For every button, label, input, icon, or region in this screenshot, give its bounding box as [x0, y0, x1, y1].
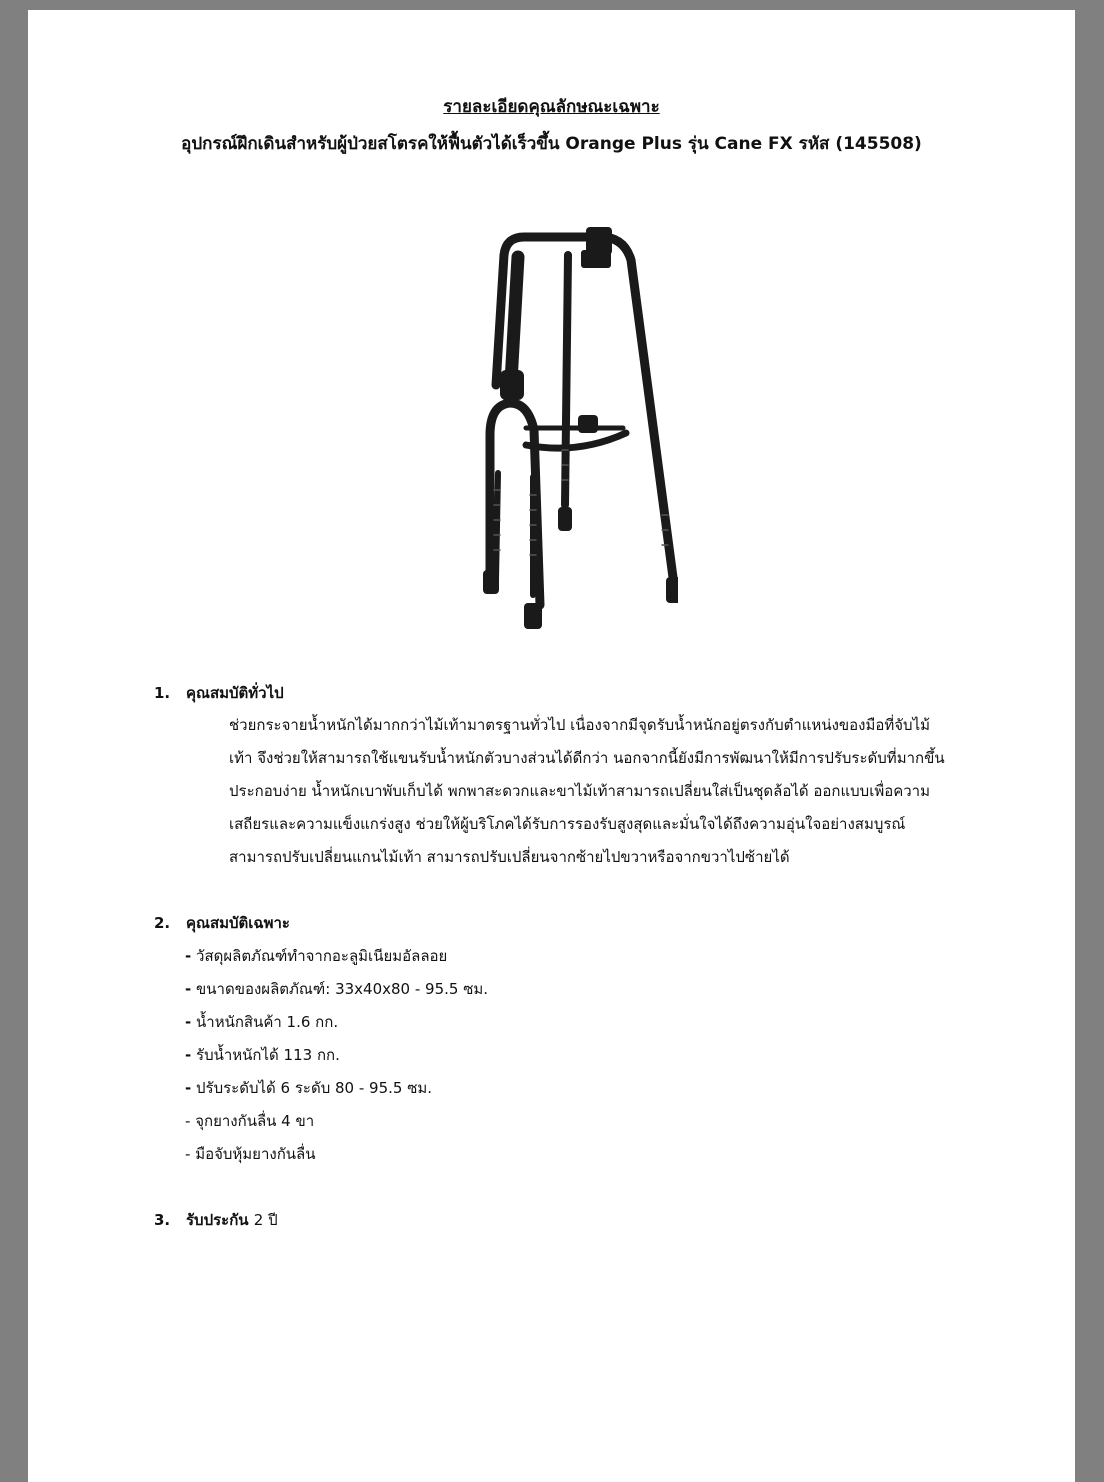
spec-item: - รับน้ำหนักได้ 113 กก.	[185, 1046, 340, 1064]
spec-item: - มือจับหุ้มยางกันลื่น	[185, 1145, 316, 1163]
section-title: รับประกัน	[186, 1211, 249, 1229]
warranty-value: 2 ปี	[253, 1211, 278, 1229]
section-number: 1.	[154, 684, 171, 702]
paragraph-line: ช่วยกระจายน้ำหนักได้มากกว่าไม้เท้ามาตรฐานทั่วไป เนื่องจากมีจุดรับน้ำหนักอยู่ตรงกับตำแหน่งของมือที่จับไม้	[229, 716, 931, 734]
section-warranty-heading	[154, 1208, 278, 1232]
paragraph-line: ประกอบง่าย น้ำหนักเบาพับเก็บได้ พกพาสะดวกและขาไม้เท้าสามารถเปลี่ยนใส่เป็นชุดล้อได้ ออกแบบเพื่อความ	[229, 782, 930, 800]
section-title: คุณสมบัติทั่วไป	[186, 684, 284, 702]
section-general-heading	[154, 681, 284, 705]
spec-item: - วัสดุผลิตภัณฑ์ทำจากอะลูมิเนียมอัลลอย	[185, 947, 448, 965]
spec-item: - ปรับระดับได้ 6 ระดับ 80 - 95.5 ซม.	[185, 1079, 433, 1097]
document-subtitle: อุปกรณ์ฝึกเดินสำหรับผู้ป่วยสโตรคให้ฟื้นตัวได้เร็วขึ้น Orange Plus รุ่น Cane FX รหัส (145508)	[181, 134, 922, 154]
walking-cane-frame-icon	[438, 215, 678, 630]
paragraph-line: เสถียรและความแข็งแกร่งสูง ช่วยให้ผู้บริโภคได้รับการรองรับสูงสุดและมั่นใจได้ถึงความอุ่นใจอย่างสมบูรณ์	[229, 815, 906, 833]
section-specific-heading	[154, 911, 290, 935]
section-number: 2.	[154, 914, 171, 932]
paragraph-line: สามารถปรับเปลี่ยนแกนไม้เท้า สามารถปรับเปลี่ยนจากซ้ายไปขวาหรือจากขวาไปซ้ายได้	[229, 848, 790, 866]
spec-item: - ขนาดของผลิตภัณฑ์: 33x40x80 - 95.5 ซม.	[185, 980, 489, 998]
document-title: รายละเอียดคุณลักษณะเฉพาะ	[443, 97, 660, 117]
document-page	[28, 10, 1075, 1482]
spec-item: - จุกยางกันลื่น 4 ขา	[185, 1112, 315, 1130]
spec-item: - น้ำหนักสินค้า 1.6 กก.	[185, 1013, 339, 1031]
section-title: คุณสมบัติเฉพาะ	[186, 914, 290, 932]
paragraph-line: เท้า จึงช่วยให้สามารถใช้แขนรับน้ำหนักตัวบางส่วนได้ดีกว่า นอกจากนี้ยังมีการพัฒนาให้มีการปรับระดับที่มากขึ้น	[229, 749, 945, 767]
section-number: 3.	[154, 1211, 171, 1229]
